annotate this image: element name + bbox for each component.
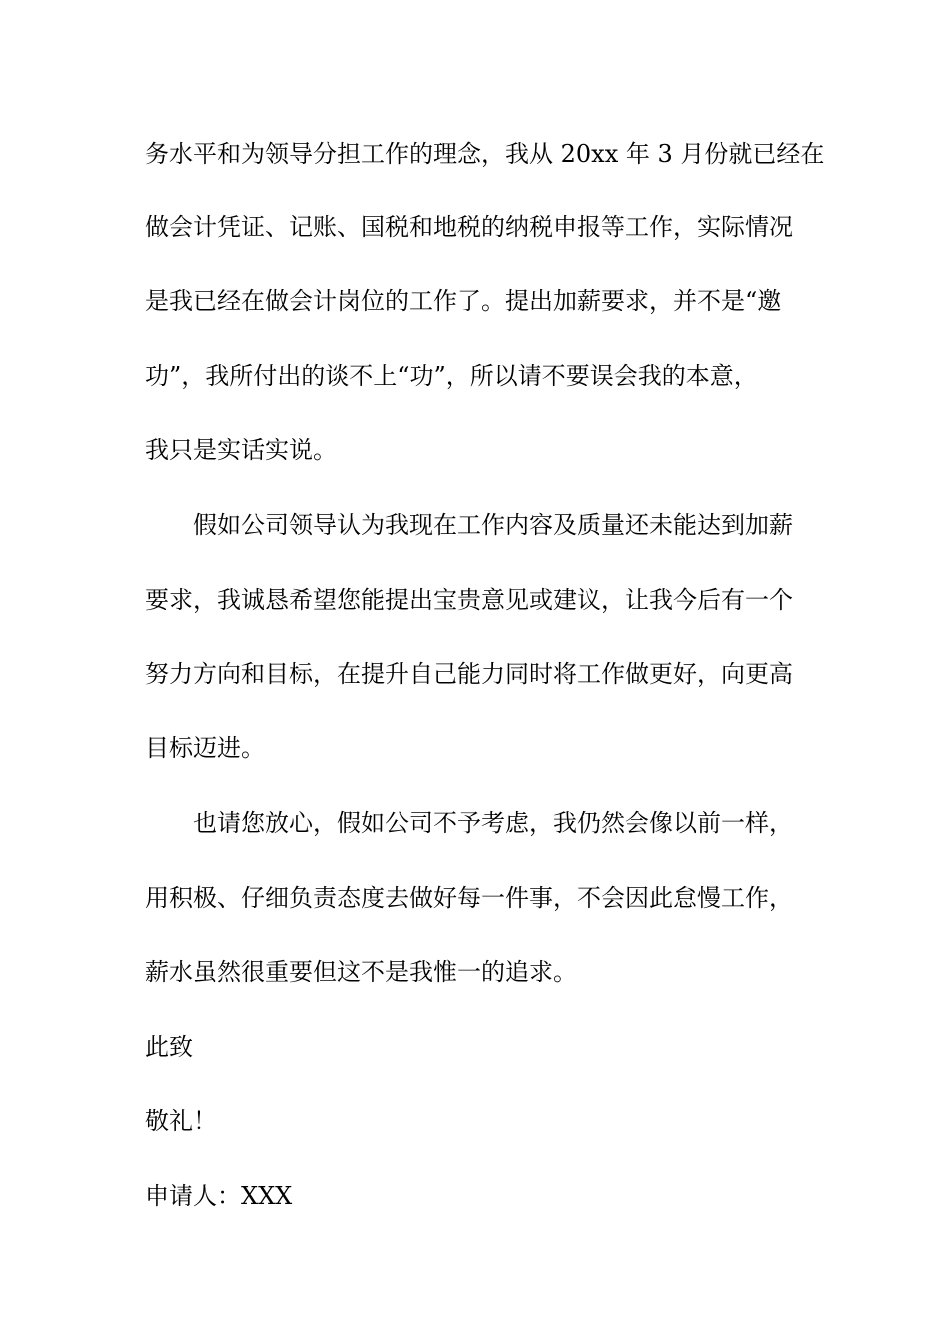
text-line: 也请您放心，假如公司不予考虑，我仍然会像以前一样， xyxy=(193,809,793,837)
salutation: 此致 xyxy=(145,1033,193,1061)
text-line: 要求，我诚恳希望您能提出宝贵意见或建议，让我今后有一个 xyxy=(145,586,793,614)
text-line: 目标迈进。 xyxy=(145,734,265,762)
regards: 敬礼！ xyxy=(145,1107,217,1135)
text-line: 做会计凭证、记账、国税和地税的纳税申报等工作，实际情况 xyxy=(145,213,793,241)
text-line: 用积极、仔细负责态度去做好每一件事，不会因此怠慢工作， xyxy=(145,884,793,912)
text-line: 我只是实话实说。 xyxy=(145,436,337,464)
text-line: 功”，我所付出的谈不上“功”，所以请不要误会我的本意， xyxy=(145,362,758,390)
text-line: 假如公司领导认为我现在工作内容及质量还未能达到加薪 xyxy=(193,511,793,539)
text-line: 务水平和为领导分担工作的理念，我从 20xx 年 3 月份就已经在 xyxy=(145,140,825,168)
text-line: 是我已经在做会计岗位的工作了。提出加薪要求，并不是“邀 xyxy=(145,287,782,315)
text-line: 薪水虽然很重要但这不是我惟一的追求。 xyxy=(145,958,577,986)
text-line: 努力方向和目标，在提升自己能力同时将工作做更好，向更高 xyxy=(145,660,793,688)
applicant-signature: 申请人：XXX xyxy=(145,1182,293,1210)
